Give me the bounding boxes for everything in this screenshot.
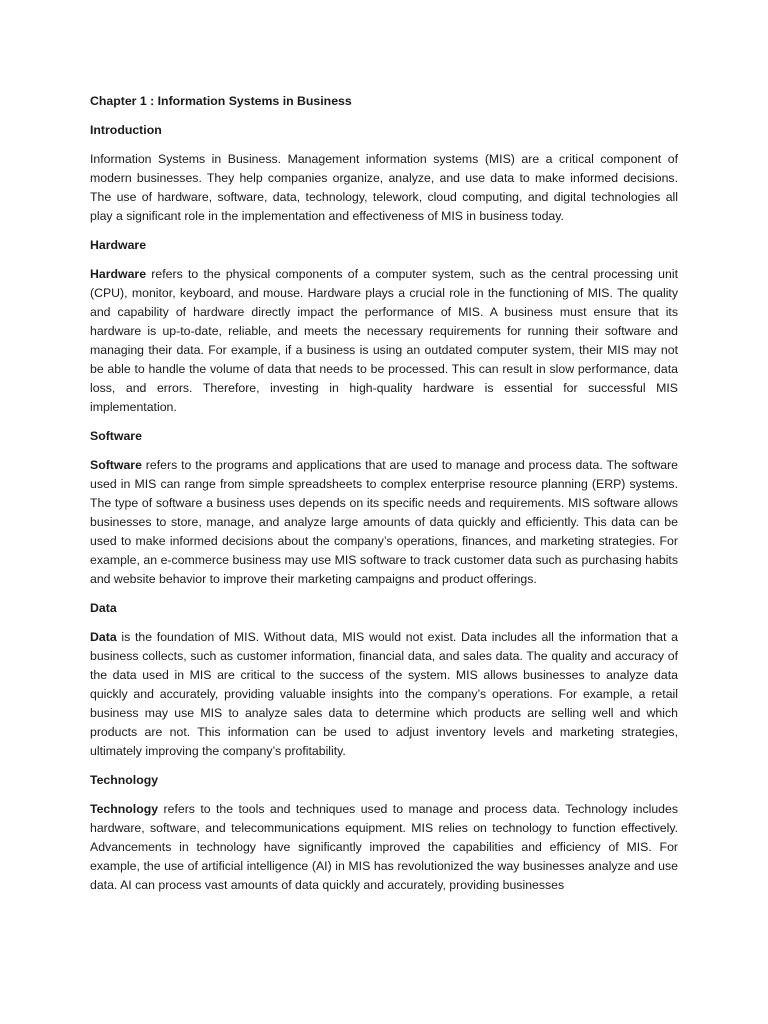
section-heading-introduction: Introduction — [90, 123, 162, 137]
paragraph-lead-term: Hardware — [90, 267, 147, 281]
section-paragraph-hardware — [90, 265, 678, 417]
paragraph-text: refers to the physical components of a computer system, such as the central processing unit (CPU), monitor, keyboard, and mouse. Hardware plays a crucial role in the functioning of MIS. The quality and capability of hardware directly impact the performance of MIS. A business must ensure that its hardware is up-to-date, reliable, and meets the necessary requirements for running their software and managing their data. For example, if a business is using an outdated computer system, their MIS may not be able to handle the volume of data that needs to be processed. This can result in slow performance, data loss, and errors. Therefore, investing in high-quality hardware is essential for successful MIS implementation. — [90, 267, 678, 414]
paragraph-text: is the foundation of MIS. Without data, MIS would not exist. Data includes all the information that a business collects, such as customer information, financial data, and sales data. The quality and accuracy of the data used in MIS are critical to the success of the system. MIS allows businesses to analyze data quickly and accurately, providing valuable insights into the company’s operations. For example, a retail business may use MIS to analyze sales data to determine which products are selling well and which products are not. This information can be used to adjust inventory levels and marketing strategies, ultimately improving the company’s profitability. — [90, 630, 678, 758]
section-heading-technology: Technology — [90, 773, 159, 787]
paragraph-lead-term: Technology — [90, 802, 159, 816]
paragraph-lead-term: Data — [90, 630, 117, 644]
section-paragraph-technology — [90, 800, 678, 895]
section-heading-hardware: Hardware — [90, 238, 147, 252]
section-paragraph-introduction — [90, 150, 678, 226]
paragraph-lead-term: Software — [90, 458, 142, 472]
page-title: Chapter 1 : Information Systems in Business — [90, 94, 352, 108]
section-heading-software: Software — [90, 429, 142, 443]
paragraph-text: Information Systems in Business. Management information systems (MIS) are a critical component of modern businesses. They help companies organize, analyze, and use data to make informed decisions. The use of hardware, software, data, technology, telework, cloud computing, and digital technologies all play a significant role in the implementation and effectiveness of MIS in business today. — [90, 152, 678, 223]
paragraph-text: refers to the tools and techniques used to manage and process data. Technology includes hardware, software, and telecommunications equipment. MIS relies on technology to function effectively. Advancements in technology have significantly improved the capabilities and efficiency of MIS. For example, the use of artificial intelligence (AI) in MIS has revolutionized the way businesses analyze and use data. AI can process vast amounts of data quickly and accurately, providing businesses — [90, 802, 678, 892]
paragraph-text: refers to the programs and applications that are used to manage and process data. The software used in MIS can range from simple spreadsheets to complex enterprise resource planning (ERP) systems. The type of software a business uses depends on its specific needs and requirements. MIS software allows businesses to store, manage, and analyze large amounts of data quickly and efficiently. This data can be used to make informed decisions about the company’s operations, finances, and marketing strategies. For example, an e-commerce business may use MIS software to track customer data such as purchasing habits and website behavior to improve their marketing campaigns and product offerings. — [90, 458, 678, 586]
section-paragraph-software — [90, 456, 678, 589]
section-heading-data: Data — [90, 601, 117, 615]
section-paragraph-data — [90, 628, 678, 761]
